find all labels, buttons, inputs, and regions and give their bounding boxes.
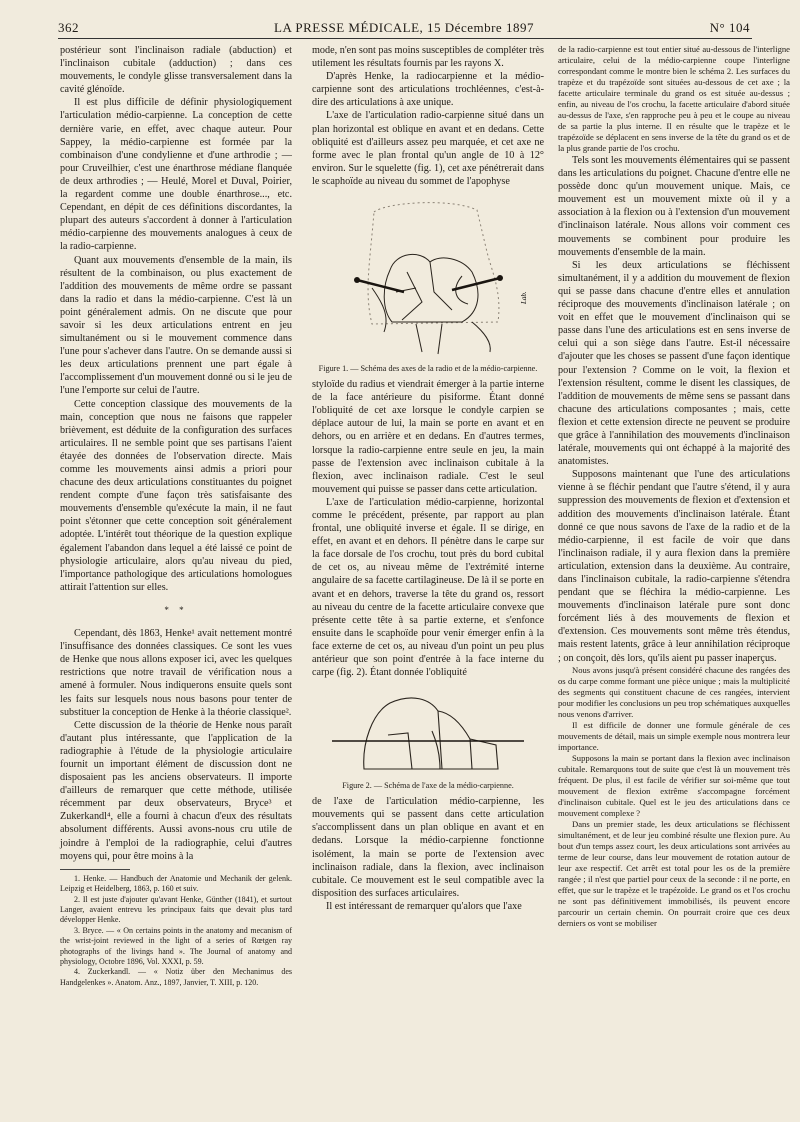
paragraph: Si les deux articulations se fléchissent simultanément, il y a addition du mouvement de flexion qui se passe dans chacune d'entre elles et annulation réciproque des mouvements d'inclinaison latérale ; on voit en effet que le mouvement d'inclinaison qui se passe dans l'une des articulations est en sens inverse de celui qui a son siège dans l'autre. Est-il nécessaire d'ajouter que les choses se passent d'une façon identique pour l'extension ? Comme on le voit, la flexion et l'extension résultent, comme le disent les classiques, de l'addition de mouvements de même sens se passant dans chacune des articulations composantes ; mais, cette flexion et cette extension directe ne peuvent se produire que grâce à l'annihilation des mouvements d'inclinaison latérale, mouvements qui ont échappé à la majorité des anatomistes.	[558, 259, 790, 468]
paragraph: Nous avons jusqu'à présent considéré chacune des rangées des os du carpe comme formant une pièce unique ; mais la multiplicité des segments qui constituent chacune de ces rangées, intervient pour modifier les conclusions un peu trop schématiques auxquelles nous venons d'arriver.	[558, 664, 790, 719]
paragraph: styloïde du radius et viendrait émerger à la partie interne de la face antérieure du pisiforme. Étant donné l'obliquité de cet axe lorsque le condyle carpien se déplace autour de lui, la main se porte en avant et en dehors, ou en arrière et en dedans. En d'autres termes, lorsque la radio-carpienne entre seule en jeu, la main passe de l'extension avec inclinaison cubitale à la flexion, avec inclinaison radiale. C'est le seul mouvement qui puisse se passer dans cette articulation.	[312, 379, 544, 495]
midcarpal-axis-illustration	[312, 683, 544, 779]
footnote-rule	[60, 869, 130, 870]
figure-1	[312, 192, 544, 374]
figure-2-caption: Figure 2. — Schéma de l'axe de la médio-carpienne.	[342, 781, 514, 791]
header-rule	[58, 38, 752, 39]
figure-2	[312, 683, 544, 791]
wrist-axes-illustration	[312, 192, 544, 362]
paragraph: Il est intéressant de remarquer qu'alors que l'axe	[326, 900, 522, 912]
footnote: 4. Zuckerkandl. — « Notiz über den Mechanimus des Handgelenkes ». Anatom. Anz., 1897, Janvier, T. XIII, p. 120.	[60, 967, 292, 987]
paragraph: D'après Henke, la radiocarpienne et la médio-carpienne sont des articulations trochléennes, c'est-à-dire des articulations à axe unique.	[312, 71, 544, 109]
journal-title: LA PRESSE MÉDICALE, 15 Décembre 1897	[274, 20, 534, 35]
paragraph: L'axe de l'articulation médio-carpienne, horizontal comme le précédent, présente, par rapport au plan frontal, une obliquité inverse et égale. Il se dirige, en effet, en avant et en dehors. Il pénètre dans le carpe sur la face dorsale de l'os crochu, tout près du bord cubital de cet os, au niveau même de l'extrémité interne angulaire de sa facette cartilagineuse. De là il se porte en avant et en dehors, traverse la tête du grand os, ressort au niveau du centre de la facette articulaire convexe que présente cette tête à sa partie externe, et s'enfonce ensuite dans le scaphoïde pour venir émerger enfin à la face externe de cet os, au niveau d'un point un peu plus antérieur que son point d'entrée à la face interne du carpe (fig. 2). Étant donnée l'obliquité	[312, 496, 544, 679]
paragraph: Dans un premier stade, les deux articulations se fléchissent simultanément, et de leur jeu combiné résulte une flexion pure. Au bout d'un temps assez court, les deux articulations sont arrivées au terme de leur course, dans leur mouvement de rotation autour de leur axe respectif. Cet arrêt est total pour les os de la première rangée ; il n'est que partiel pour ceux de la seconde : il ne porte, en effet, que sur le trapèze et le trapézoïde. Le grand os et l'os crochu ne sont pas définitivement immobilisés, ils peuvent encore parcourir un certain chemin. On pourrait croire que ces deux derniers os vont se mobiliser	[558, 818, 790, 928]
section-separator: * *	[164, 604, 188, 615]
issue-number: N° 104	[709, 20, 750, 35]
footnote: 3. Bryce. — « On certains points in the anatomy and mecanism of the wrist-joint reviewed in the light of a series of Rœtgen ray photographs of the livings hand ». The Journal of anatomy and physiology, Octobre 1896, Vol. XXXI, p. 59.	[60, 925, 292, 966]
paragraph: postérieur sont l'inclinaison radiale (abduction) et l'inclinaison cubitale (adduction) ; dans ces mouvements, le condyle glisse transversalement dans la cavité glénoïde.	[60, 45, 292, 96]
paragraph: Supposons la main se portant dans la flexion avec inclinaison cubitale. Remarquons tout de suite que c'est là un mouvement très fréquent. De plus, il est facile de vérifier sur soi-même que tout mouvement de flexion extrême s'accompagne forcément d'inclinaison cubitale. Quel est le jeu des articulations dans ce mouvement complexe ?	[558, 752, 790, 818]
paragraph: mode, n'en sont pas moins susceptibles de compléter très utilement les résultats fournis par les rayons X.	[312, 45, 544, 70]
paragraph: Cette conception classique des mouvements de la main, conception que nous ne faisons que rappeler brièvement, est déduite de la configuration des surfaces articulaires. Il ne semble point que ses partisans l'aient étayée des données de l'observation directe. Mais comme les mouvements ainsi admis a priori pour chacune des deux articulations constituantes du poignet rendent compte d'une façon très satisfaisante des mouvements d'ensemble qu'exécute la main, il ne faut point s'étonner que cette conception soit généralement adoptée. L'intérêt tout théorique de la question explique également l'abandon dans lequel a été laissé ce point de physiologie articulaire, alors qu'au niveau du pied, l'importance pathologique des articulations homologues attirait l'attention sur elles.	[60, 398, 292, 593]
paragraph: Cependant, dès 1863, Henke¹ avait nettement montré l'insuffisance des données classiques. Ce sont les vues de Henke que nous allons exposer ici, avec les quelques restrictions que notre travail de vérification nous a amené à formuler. Nous indiquerons ensuite quels sont les faits sur lesquels nous nous basons pour tenter de substituer la conception de Henke à la théorie classique².	[60, 628, 292, 718]
paragraph: de la radio-carpienne est tout entier situé au-dessous de l'interligne articulaire, celui de la médio-carpienne coupe l'interligne correspondant comme le montre bien le schéma 2. Les surfaces du trapèze et du trapézoïde sont situées au-dessous de cet axe ; la facette articulaire terminale du grand os est située au-dessus ; enfin, au niveau de l'os crochu, la facette articulaire d'abord située au-dessus de l'axe, s'en rapproche peu à peu et le coupe au niveau de sa partie la plus interne. Il en résulte que le trapèze et le trapézoïde se déplacent en sens inverse de la tête du grand os et de la plus grande partie de l'os crochu.	[558, 44, 790, 153]
page-number: 362	[58, 20, 79, 35]
running-header	[58, 18, 750, 38]
paragraph: Il est plus difficile de définir physiologiquement l'articulation médio-carpienne. La conception de cette dernière varie, en effet, avec chaque auteur. Pour Sappey, la médio-carpienne est formée par la combinaison d'une condylienne et d'une arthrodie ; — pour Cruveilhier, c'est une énarthrose médiane flanquée de deux arthrodies ; — Heulé, Morel et Duval, Poirier, la regardent comme une double énarthrose..., etc. Cependant, en dépit de ces définitions discordantes, la plupart des auteurs s'accordent à donner à l'articulation médio-carpienne des mouvements analogues à ceux de la radio-carpienne.	[60, 97, 292, 253]
paragraph: Cette discussion de la théorie de Henke nous paraît d'autant plus intéressante, que l'application de la radiographie à l'étude de la physiologie articulaire fournit un important élément de discussion dont ne disposaient pas les anciens observateurs. Il importe d'ailleurs de remarquer que cette méthode, utilisée récemment par deux observateurs, Bryce³ et Zukerkandl⁴, elle a fourni à chacun d'eux des résultats absolument différents. Aussi avons-nous cru utile de joindre à l'emploi de la radiographie, celui d'autres moyens qui, pour être moins à la	[60, 719, 292, 862]
column-3	[558, 44, 790, 929]
paragraph: Tels sont les mouvements élémentaires qui se passent dans les articulations du poignet. Chacune d'entre elle ne possède donc qu'un mouvement unique. Mais, ce mouvement est un mouvement mixte où il y a association à la flexion ou à l'extension d'un mouvement d'inclinaison latérale. Nous allons voir comment ces mouvements se combinent pour produire les mouvements d'ensemble de la main.	[558, 155, 790, 258]
paragraph: Supposons maintenant que l'une des articulations vienne à se fléchir pendant que l'autre s'étend, il y aura suppression des mouvements de flexion et d'extension et addition des mouvements d'inclinaison latérale. Étant donné ce que nous savons de l'axe de la radio et de la médio-carpienne, il est facile de voir que dans l'inclinaison radiale, il y aura flexion dans la première articulation, extension dans la deuxième. Au contraire, dans l'inclinaison cubitale, la radio-carpienne s'étendra pendant que se fléchira la médio-carpienne. Les mouvements d'inclinaison latérale pure sont donc forcément liés à des mouvements de flexion et d'extension. Ces mouvements sont même très étendus, mais restent latents, grâce à leur annihilation réciproque ; on conçoit, dès lors, qu'ils aient pu passer inaperçus.	[558, 469, 790, 664]
figure-1-caption: Figure 1. — Schéma des axes de la radio et de la médio-carpienne.	[318, 364, 538, 374]
paragraph: de l'axe de l'articulation médio-carpienne, les mouvements qui se passent dans cette articulation s'accomplissent dans un plan oblique en avant et en dedans. Lorsque la médio-carpienne fonctionne isolément, la main se porte de l'extension avec inclinaison radiale, dans la flexion, avec inclinaison cubitale. Ce mouvement est le seul compatible avec la disposition des surfaces articulaires.	[312, 796, 544, 899]
column-1	[60, 44, 292, 988]
footnote: 2. Il est juste d'ajouter qu'avant Henke, Günther (1841), et surtout Langer, avaient entrevu les principaux faits que devait plus tard développer Henke.	[60, 894, 292, 925]
footnote: 1. Henke. — Handbuch der Anatomie und Mechanik der gelenk. Leipzig et Heidelberg, 1863, p. 160 et suiv.	[60, 873, 292, 894]
column-2	[312, 44, 544, 913]
paragraph: Quant aux mouvements d'ensemble de la main, ils résultent de la combinaison, ou plus exactement de l'addition des mouvements de même ordre se passant dans la radio et dans la médio-carpienne. C'est là un point généralement admis. On ne discute que pour savoir si les deux articulations entrent en jeu simultanément ou si le mouvement commence dans l'une pour s'achever dans l'autre. On se demande aussi si les deux articulations prennent une part égale à l'accomplissement d'un mouvement donné ou si le jeu de l'une l'emporte sur celui de l'autre.	[60, 254, 292, 397]
engraver-signature: Lab.	[520, 291, 528, 305]
paragraph: L'axe de l'articulation radio-carpienne situé dans un plan horizontal est oblique en avant et en dedans. Cette obliquité est d'ailleurs assez peu marquée, et cet axe ne forme avec le plan frontal qu'un angle de 10 à 12° environ. Sur le squelette (fig. 1), cet axe pénétrerait dans le scaphoïde au niveau du sommet de l'apophyse	[312, 110, 544, 187]
paragraph: Il est difficile de donner une formule générale de ces mouvements de détail, mais un simple exemple nous montrera leur importance.	[558, 719, 790, 752]
